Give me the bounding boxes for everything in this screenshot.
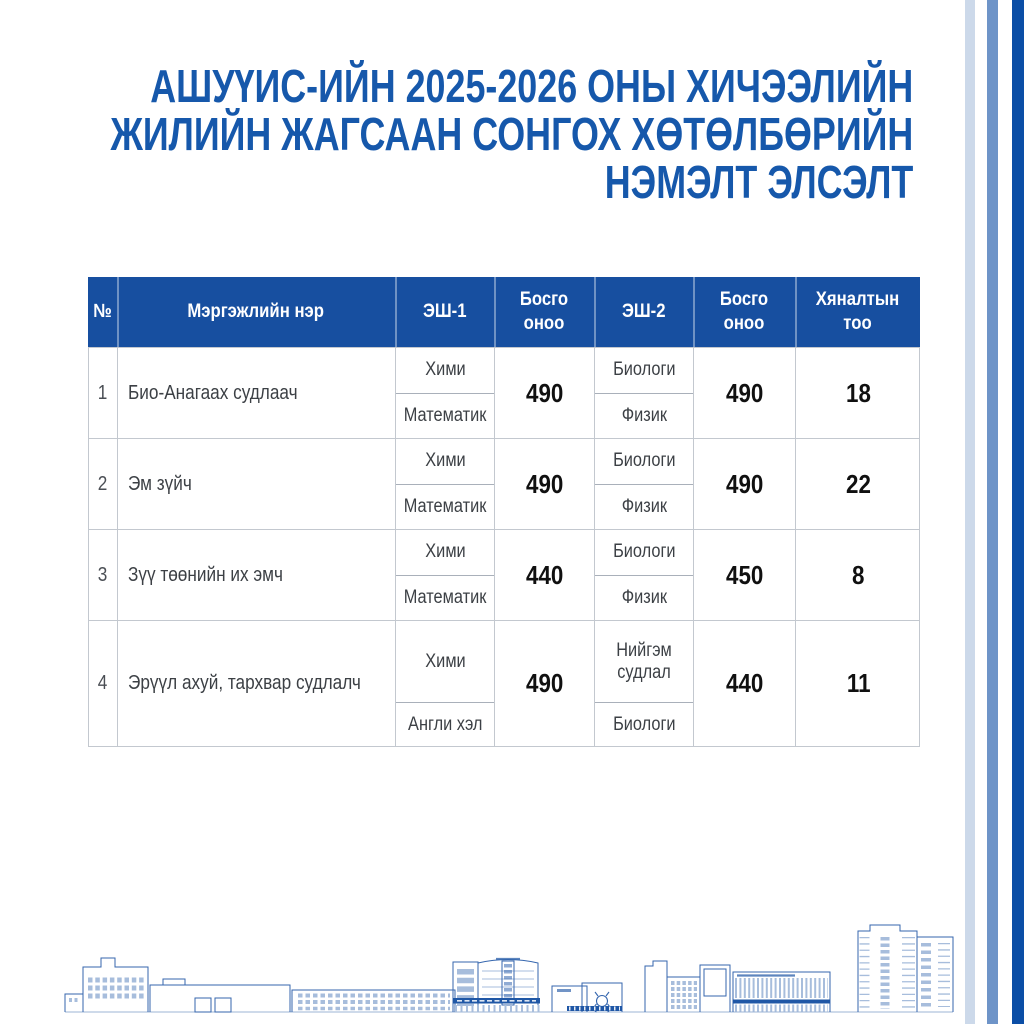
table-row (89, 348, 919, 439)
row-number-cell: 3 (89, 530, 118, 620)
threshold-score-1-cell: 490 (495, 621, 595, 746)
exam2-subject-b: Физик (621, 404, 667, 426)
quota-cell: 8 (852, 559, 865, 590)
row-number-cell: 4 (89, 621, 118, 746)
exam2-subject-b: Биологи (612, 713, 676, 735)
title-line-2: ЖИЛИЙН ЖАГСААН СОНГОХ ХӨТӨЛБӨРИЙН (110, 108, 913, 160)
exam2-cell (595, 621, 694, 746)
table-row (89, 439, 919, 530)
exam1-cell (396, 439, 495, 529)
row-number-cell: 2 (89, 439, 118, 529)
threshold-score-2-cell: 490 (694, 439, 796, 529)
table-body (88, 347, 920, 747)
program-name-cell: Био-Анагаах судлаач (118, 348, 396, 438)
exam2-subject-b: Физик (621, 586, 667, 608)
table-row (89, 621, 919, 746)
threshold-score-2-cell: 440 (694, 621, 796, 746)
exam1-subject-a: Хими (396, 530, 494, 576)
exam2-subject-b: Физик (621, 495, 667, 517)
title-line-1: АШУҮИС-ИЙН 2025-2026 ОНЫ ХИЧЭЭЛИЙН (149, 60, 914, 112)
header-exam-2: ЭШ-2 (594, 277, 693, 347)
quota-cell: 18 (846, 377, 871, 408)
exam1-subject-a: Хими (396, 621, 494, 703)
header-no: № (93, 301, 112, 323)
header-program-name: Мэргэжлийн нэр (117, 277, 395, 347)
exam2-cell (595, 348, 694, 438)
quota-cell: 11 (846, 668, 871, 698)
exam2-subject-a: Биологи (595, 348, 693, 394)
exam1-subject-a: Хими (396, 439, 494, 485)
threshold-score-1-cell: 490 (495, 439, 595, 529)
exam1-cell (396, 348, 495, 438)
exam1-subject-b: Математик (403, 495, 487, 517)
threshold-score-1-cell: 490 (495, 348, 595, 438)
header-threshold-score-1: Босго оноо (494, 277, 594, 347)
threshold-score-2-cell: 490 (694, 348, 796, 438)
exam2-cell (595, 439, 694, 529)
program-name-cell: Эм зүйч (118, 439, 396, 529)
header-quota: Хяналтын тоо (795, 277, 920, 347)
exam2-cell (595, 530, 694, 620)
stripe-medium (987, 0, 998, 1024)
header-exam-1: ЭШ-1 (395, 277, 494, 347)
exam1-cell (396, 530, 495, 620)
program-name-cell: Зүү төөнийн их эмч (118, 530, 396, 620)
exam1-subject-a: Хими (396, 348, 494, 394)
program-name-cell: Эрүүл ахуй, тархвар судлалч (118, 621, 396, 746)
admission-table (88, 277, 920, 747)
city-skyline-illustration (55, 909, 955, 1014)
exam2-subject-a: Биологи (595, 530, 693, 576)
table-row (89, 530, 919, 621)
quota-cell: 22 (846, 468, 871, 499)
exam1-cell (396, 621, 495, 746)
exam1-subject-b: Математик (403, 586, 487, 608)
title-line-3: НЭМЭЛТ ЭЛСЭЛТ (604, 156, 913, 208)
exam2-subject-a: Биологи (595, 439, 693, 485)
exam1-subject-b: Математик (403, 404, 487, 426)
threshold-score-1-cell: 440 (495, 530, 595, 620)
threshold-score-2-cell: 450 (694, 530, 796, 620)
row-number-cell: 1 (89, 348, 118, 438)
stripe-light (965, 0, 975, 1024)
page-title (110, 62, 913, 206)
exam1-subject-b: Англи хэл (407, 713, 483, 735)
table-header-row (88, 277, 920, 347)
exam2-subject-a: Нийгэм судлал (595, 621, 693, 703)
stripe-dark (1012, 0, 1024, 1024)
header-threshold-score-2: Босго оноо (693, 277, 795, 347)
